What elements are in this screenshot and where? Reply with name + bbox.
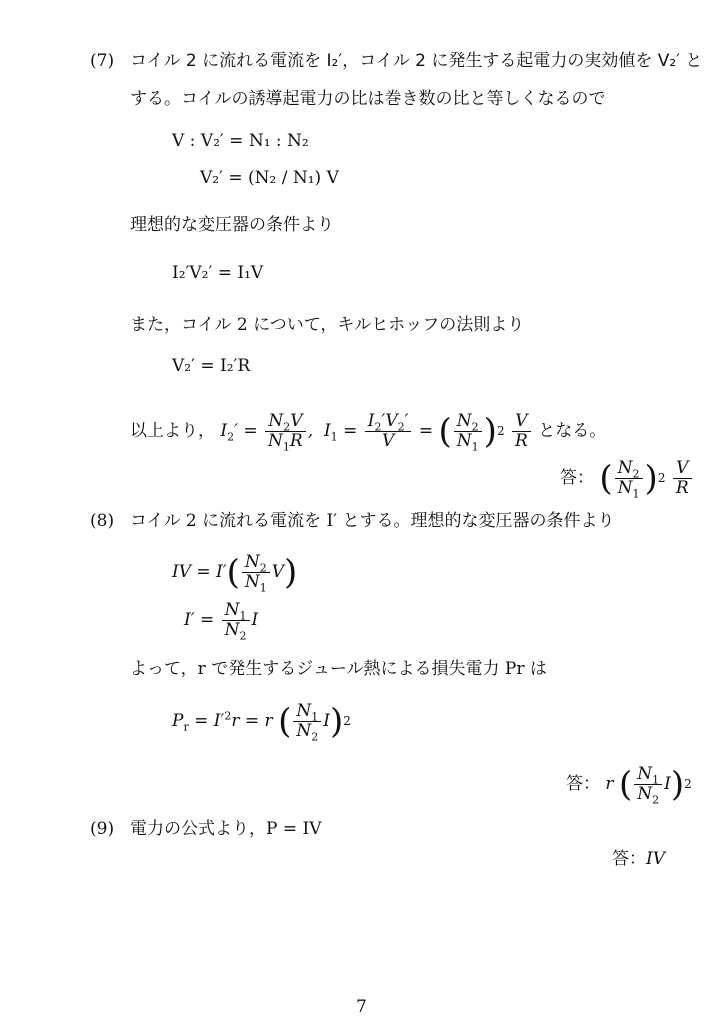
q7-eq1: V : V₂′ = N₁ : N₂ [172, 131, 309, 151]
q8-label: (8) [90, 511, 115, 531]
q7-answer-label: 答： [560, 468, 594, 488]
q7-text-kirchhoff: また，コイル 2 について，キルヒホッフの法則より [130, 315, 525, 335]
q8-text-joule: よって，r で発生するジュール熱による損失電力 Pr は [130, 659, 547, 679]
q9-line1: 電力の公式より，P = IV [130, 819, 322, 839]
q7-line2: する。コイルの誘導起電力の比は巻き数の比と等しくなるので [130, 89, 606, 109]
q7-answer-formula: ( $\frac{N_2}{N_1}$ )$^2$ $\frac{V}{R}$ [599, 468, 693, 488]
q8-eq3: $P_r = I'^2r = r$ ( $\frac{N_1}{N_2}$ I)$^2$ [172, 701, 351, 744]
q9-label: (9) [90, 819, 115, 839]
q7-text-ideal: 理想的な変圧器の条件より [130, 215, 334, 235]
page-number: 7 [356, 997, 367, 1017]
q9-answer-label: 答： [612, 849, 646, 869]
q8-answer: 答： r ( $\frac{N_1}{N_2}$ I)$^2$ [566, 764, 692, 807]
q7-result-suffix: となる。 [538, 421, 607, 441]
q7-eq3: I₂′V₂′ = I₁V [172, 263, 264, 283]
q7-answer [560, 452, 694, 505]
q8-answer-label: 答： [566, 774, 600, 794]
q7-eq2: V₂′ = (N₂ / N₁) V [200, 168, 339, 188]
q7-result-prefix: 以上より， [130, 421, 215, 441]
q7-label: (7) [90, 51, 115, 71]
q7-eq4: V₂′ = I₂′R [172, 356, 251, 376]
q7-result [130, 403, 606, 460]
q7-result-formula: $I_2'$ = $\frac{N_2V}{N_1R}$ , $I_1$ = $\frac{I_2'V_2'}{V}$ = ( $\frac{N_2}{N_1}$ )$^2$ $\frac{V}{R}$ [220, 421, 538, 441]
q7-line1: コイル 2 に流れる電流を I₂′，コイル 2 に発生する起電力の実効値を V₂′ と [130, 51, 703, 71]
q9-answer [612, 848, 665, 870]
q8-eq1: IV = I′( $\frac{N_2}{N_1}$ V) [172, 552, 298, 595]
q8-eq2: I′ = $\frac{N_1}{N_2}$ I [184, 600, 259, 643]
q8-line1: コイル 2 に流れる電流を I′ とする。理想的な変圧器の条件より [130, 511, 615, 531]
q9-answer-value: IV [646, 849, 665, 869]
